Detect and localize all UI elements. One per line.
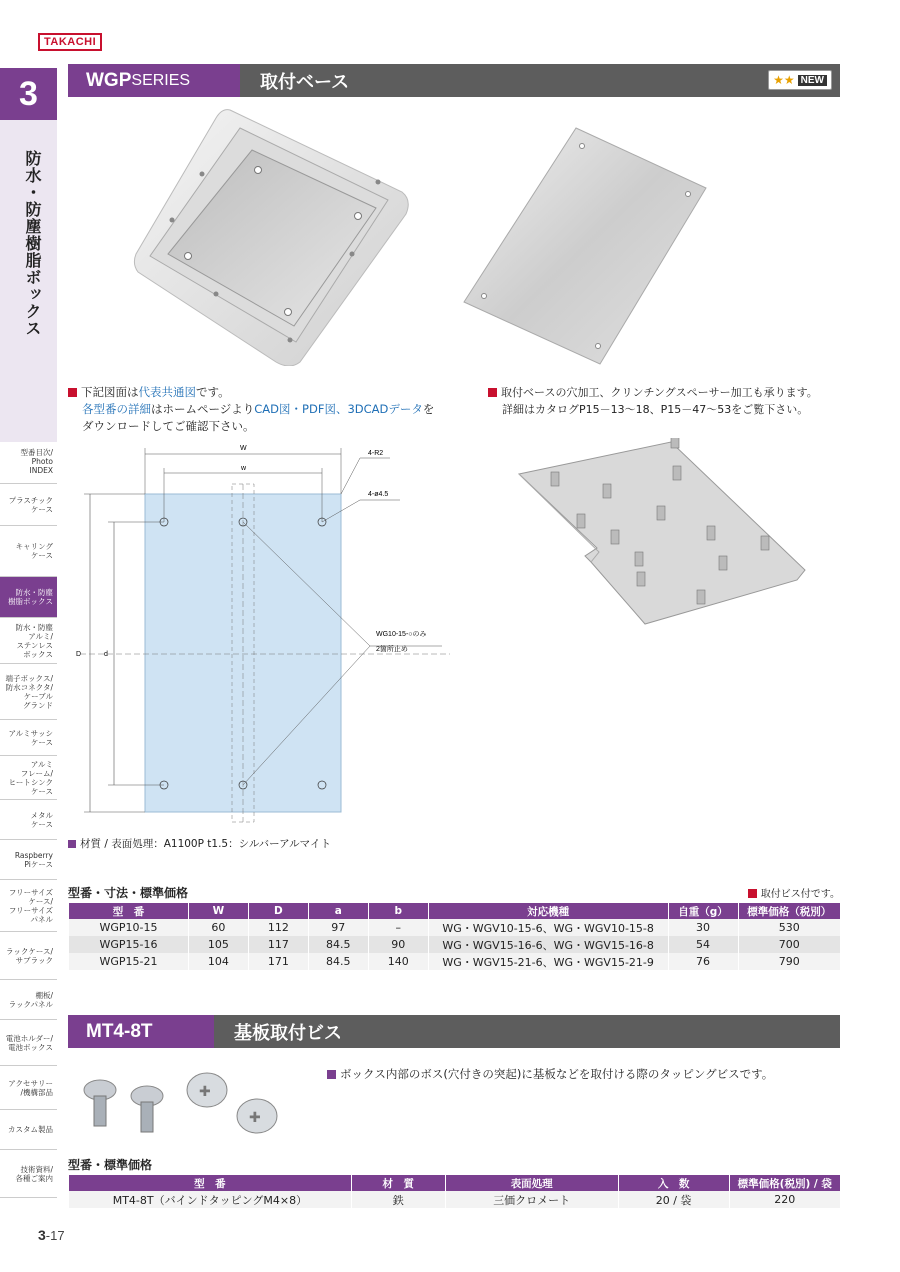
dimension-w: w <box>241 465 247 472</box>
bullet-icon <box>748 889 757 898</box>
sidebar-item[interactable]: Raspberry Piケース <box>0 840 57 880</box>
col-header: W <box>188 903 248 919</box>
spacer-icon <box>719 556 727 570</box>
table-cell: 三価クロメート <box>445 1191 618 1208</box>
spacer-icon <box>707 526 715 540</box>
table-note-text: 取付ビス付です。 <box>760 889 840 900</box>
technical-drawing <box>70 440 470 825</box>
note-text: です。 <box>196 385 230 399</box>
table-cell: 60 <box>188 919 248 936</box>
bullet-icon <box>68 388 77 397</box>
spacer-icon <box>761 536 769 550</box>
col-header: 材 質 <box>351 1175 445 1191</box>
svg-text:✚: ✚ <box>249 1110 261 1126</box>
chapter-number: 3 <box>0 68 57 120</box>
box-product-photo <box>130 104 410 366</box>
section-title-bar <box>240 64 840 97</box>
note-text: 下記図面は <box>81 385 139 399</box>
col-header: 表面処理 <box>445 1175 618 1191</box>
sidebar-item[interactable]: ラックケース/ サブラック <box>0 932 57 980</box>
series-label <box>68 64 240 97</box>
model-label: MT4-8T <box>68 1015 214 1048</box>
sidebar-item[interactable]: 防水・防塵 アルミ/ ステンレス ボックス <box>0 618 57 664</box>
dimension-d: d <box>104 651 108 658</box>
sidebar-item[interactable]: 端子ボックス/ 防水コネクタ/ ケーブル グランド <box>0 664 57 720</box>
plate-with-spacers-photo <box>515 438 810 628</box>
table-cell: WG・WGV15-21-6、WG・WGV15-21-9 <box>428 953 668 970</box>
table-note <box>748 885 840 900</box>
page-number <box>38 1227 65 1243</box>
table-cell: 530 <box>738 919 840 936</box>
table-cell: 20 / 袋 <box>618 1191 729 1208</box>
col-header: 標準価格（税別） <box>738 903 840 919</box>
col-header: 型 番 <box>69 903 189 919</box>
table-cell: WGP15-16 <box>69 936 189 953</box>
note-text: はホームページより <box>151 402 255 416</box>
table-cell: – <box>368 919 428 936</box>
section-title: 取付ベース <box>260 71 350 93</box>
table-cell: MT4-8T（バインドタッピングM4×8） <box>69 1191 352 1208</box>
table-row <box>69 953 841 970</box>
table-cell: 76 <box>668 953 738 970</box>
series-suffix: SERIES <box>131 71 191 89</box>
note-text: ダウンロードしてご確認下さい。 <box>82 419 255 433</box>
table-cell: 112 <box>248 919 308 936</box>
sidebar-item[interactable]: 電池ホルダー/ 電池ボックス <box>0 1020 57 1066</box>
col-header: 入 数 <box>618 1175 729 1191</box>
col-header: 自重（g） <box>668 903 738 919</box>
sidebar-item[interactable]: アルミ フレーム/ ヒートシンク ケース <box>0 756 57 800</box>
table-cell: WG・WGV15-16-6、WG・WGV15-16-8 <box>428 936 668 953</box>
sidebar-item[interactable]: カスタム製品 <box>0 1110 57 1150</box>
table-title-mt4: 型番・標準価格 <box>68 1158 153 1172</box>
svg-text:✚: ✚ <box>199 1084 211 1100</box>
page-chapter: 3 <box>38 1227 46 1243</box>
processing-note <box>488 384 848 418</box>
holes-label: 4-ø4.5 <box>368 491 389 498</box>
table-cell: WGP10-15 <box>69 919 189 936</box>
table-header-row <box>69 903 841 919</box>
star-icon: ★★ <box>773 73 795 87</box>
table-title-wgp: 型番・寸法・標準価格 <box>68 886 189 900</box>
table-cell: WGP15-21 <box>69 953 189 970</box>
table-cell: 117 <box>248 936 308 953</box>
screws-product-photo <box>75 1062 295 1146</box>
table-cell: 84.5 <box>308 936 368 953</box>
spacer-icon <box>637 572 645 586</box>
sidebar-item[interactable]: 型番目次/ Photo INDEX <box>0 440 57 484</box>
screw-note <box>327 1066 773 1083</box>
material-text: 材質 / 表面処理：A1100P t1.5：シルバーアルマイト <box>80 838 331 850</box>
spacer-icon <box>697 590 705 604</box>
sidebar-item[interactable]: アルミサッシ ケース <box>0 720 57 756</box>
section-header-mt4 <box>68 1015 840 1048</box>
note-text: を <box>422 402 435 416</box>
note-text: 詳細はカタログP15－13～18、P15－47～53をご覧下さい。 <box>502 403 809 416</box>
section-title-bar <box>214 1015 840 1048</box>
bullet-icon <box>488 388 497 397</box>
sidebar-item[interactable]: フリーサイズ ケース/ フリーサイズ パネル <box>0 880 57 932</box>
representative-drawing-link[interactable]: 代表共通図 <box>138 385 196 399</box>
chapter-title: 防水・防塵樹脂ボックス <box>23 150 42 337</box>
spacer-icon <box>577 514 585 528</box>
table-cell: 90 <box>368 936 428 953</box>
drawing-note <box>68 384 468 435</box>
spacer-icon <box>657 506 665 520</box>
material-spec <box>68 836 331 851</box>
table-cell: 54 <box>668 936 738 953</box>
table-row <box>69 1191 841 1208</box>
table-cell: 790 <box>738 953 840 970</box>
sidebar-item[interactable]: 技術資料/ 各種ご案内 <box>0 1150 57 1198</box>
table-cell: 鉄 <box>351 1191 445 1208</box>
sidebar-item[interactable]: プラスチック ケース <box>0 484 57 526</box>
spacer-icon <box>673 466 681 480</box>
bullet-icon <box>327 1070 336 1079</box>
table-cell: 171 <box>248 953 308 970</box>
col-header: 標準価格(税別) / 袋 <box>729 1175 840 1191</box>
section-title: 基板取付ビス <box>234 1022 342 1044</box>
price-table-wgp <box>68 903 840 970</box>
radius-label: 4-R2 <box>368 450 384 457</box>
table-cell: 220 <box>729 1191 840 1208</box>
callout-model: WG10-15-○のみ <box>376 631 427 638</box>
col-header: b <box>368 903 428 919</box>
spacer-icon <box>551 472 559 486</box>
table-cell: WG・WGV10-15-6、WG・WGV10-15-8 <box>428 919 668 936</box>
model-details-link[interactable]: 各型番の詳細 <box>82 402 151 416</box>
table-header-row <box>69 1175 841 1191</box>
cad-data-link[interactable]: CAD図・PDF図、3DCADデータ <box>254 402 423 416</box>
table-cell: 104 <box>188 953 248 970</box>
callout-fastening: 2箇所止め <box>376 646 408 653</box>
col-header: 対応機種 <box>428 903 668 919</box>
table-cell: 105 <box>188 936 248 953</box>
sidebar-item[interactable]: キャリング ケース <box>0 526 57 577</box>
note-text: 取付ベースの穴加工、クリンチングスペーサー加工も承ります。 <box>501 386 818 399</box>
col-header: D <box>248 903 308 919</box>
note-text: ボックス内部のボス(穴付きの突起)に基板などを取付ける際のタッピングビスです。 <box>340 1067 774 1081</box>
price-table-mt4 <box>68 1175 840 1208</box>
spacer-icon <box>635 552 643 566</box>
dimension-D: D <box>76 651 82 658</box>
series-bold: WGP <box>86 69 132 91</box>
col-header: 型 番 <box>69 1175 352 1191</box>
table-cell: 30 <box>668 919 738 936</box>
new-label: NEW <box>798 75 827 86</box>
page-index: -17 <box>45 1228 65 1243</box>
col-header: a <box>308 903 368 919</box>
table-cell: 84.5 <box>308 953 368 970</box>
section-header-wgp <box>68 64 840 97</box>
dimension-W: W <box>240 445 247 452</box>
table-cell: 700 <box>738 936 840 953</box>
spacer-icon <box>671 438 679 448</box>
sidebar-item[interactable]: メタル ケース <box>0 800 57 840</box>
sidebar-item[interactable]: 防水・防塵 樹脂ボックス <box>0 577 57 618</box>
table-cell: 97 <box>308 919 368 936</box>
sidebar-item[interactable]: アクセサリー /機構部品 <box>0 1066 57 1110</box>
table-row <box>69 919 841 936</box>
spacer-icon <box>603 484 611 498</box>
new-badge <box>768 70 832 90</box>
spacer-icon <box>611 530 619 544</box>
plate-product-photo <box>460 126 712 368</box>
brand-logo: TAKACHI <box>38 33 102 51</box>
sidebar-item[interactable]: 棚板/ ラックパネル <box>0 980 57 1020</box>
table-cell: 140 <box>368 953 428 970</box>
table-row <box>69 936 841 953</box>
bullet-icon <box>68 840 76 848</box>
